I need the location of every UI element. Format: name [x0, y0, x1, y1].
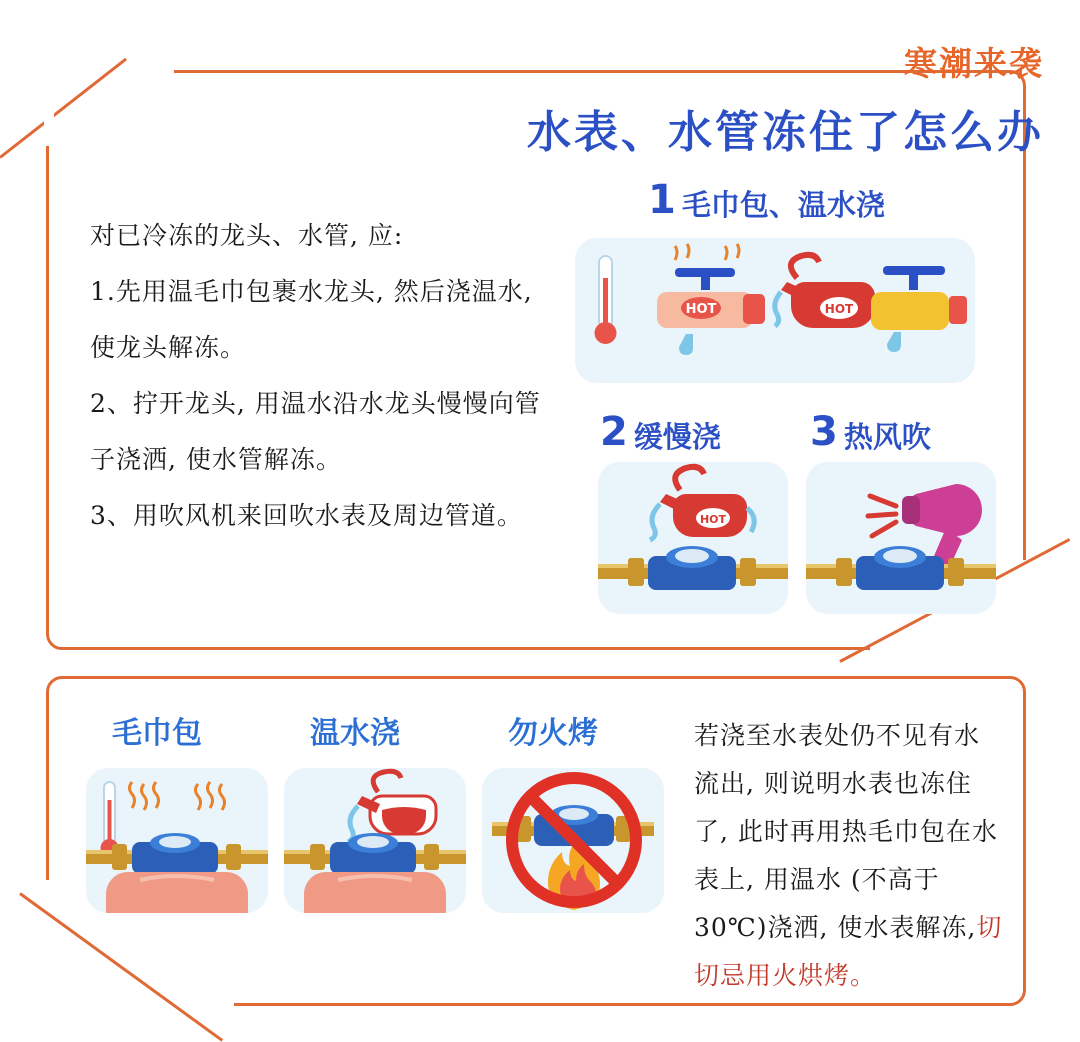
no-fire-illustration	[482, 768, 664, 913]
towel-icon	[106, 872, 248, 913]
instructions-block	[90, 208, 560, 544]
step-1-number: 1	[648, 177, 676, 223]
water-meter-icon	[284, 833, 466, 874]
kettle-icon	[348, 771, 436, 842]
bottom-note-line-5	[694, 904, 1010, 952]
bottom-note-line-1: 若浇至水表处仍不见有水	[694, 721, 981, 750]
step-2-heading	[600, 409, 721, 455]
page-title: 水表、水管冻住了怎么办	[527, 107, 1044, 158]
instruction-line-1: 1.先用温毛巾包裹水龙头, 然后浇温水,	[90, 277, 533, 306]
bottom-note-line-4: 表上, 用温水 (不高于	[694, 865, 940, 894]
step-3-heading	[810, 409, 931, 455]
frame-corner-mask-bl2	[44, 996, 234, 1016]
water-meter-icon	[598, 546, 788, 590]
bottom-note-warning: 切忌用火烘烤。	[694, 961, 877, 990]
step-3-number: 3	[810, 409, 838, 455]
instruction-line-4: 子浇洒, 使水管解冻。	[90, 445, 342, 474]
heat-wave-icon	[130, 782, 225, 810]
step-2-number: 2	[600, 409, 628, 455]
bottom-label-0: 毛巾包	[112, 716, 202, 751]
header-subtitle: 寒潮来袭	[904, 44, 1044, 83]
svg-text:HOT: HOT	[699, 513, 727, 526]
step-1-label: 毛巾包、温水浇	[681, 187, 885, 222]
faucet-yellow-icon	[871, 266, 967, 352]
bottom-note-line-5-text: 30℃)浇洒, 使水表解冻,	[694, 913, 977, 942]
warm-water-pour-illustration	[284, 768, 466, 913]
instruction-line-2: 使龙头解冻。	[90, 333, 247, 362]
bottom-note-line-2: 流出, 则说明水表也冻住	[694, 769, 972, 798]
svg-text:HOT: HOT	[685, 302, 717, 317]
towel-wrap-illustration	[86, 768, 268, 913]
frame-corner-mask-tl	[44, 58, 174, 98]
instructions-intro: 对已冷冻的龙头、水管, 应:	[90, 221, 404, 250]
frame-corner-mask-br	[870, 634, 1030, 654]
step-1-heading	[648, 177, 885, 223]
towel-icon	[304, 872, 446, 913]
bottom-note	[694, 712, 1010, 1000]
step-3-label: 热风吹	[843, 419, 931, 454]
step-2-label: 缓慢浇	[633, 419, 721, 454]
water-meter-icon	[806, 546, 996, 590]
bottom-note-line-3: 了, 此时再用热毛巾包在水	[694, 817, 998, 846]
bottom-label-1: 温水浇	[310, 716, 400, 751]
thermometer-icon	[595, 256, 617, 344]
step-3-illustration	[806, 462, 996, 614]
frame-corner-mask-bl	[44, 880, 56, 1006]
faucet-towel-icon	[657, 244, 765, 360]
instruction-line-3: 2、拧开龙头, 用温水沿水龙头慢慢向管	[90, 389, 541, 418]
frame-corner-mask-tl2	[44, 86, 54, 146]
bottom-label-2: 勿火烤	[508, 716, 598, 751]
svg-text:HOT: HOT	[824, 302, 854, 316]
instruction-line-5: 3、用吹风机来回吹水表及周边管道。	[90, 501, 523, 530]
frame-corner-mask-br2	[1010, 560, 1030, 652]
kettle-hot-icon	[650, 467, 754, 540]
step-1-illustration	[575, 238, 975, 383]
bottom-note-warning-head: 切	[976, 913, 1003, 942]
step-2-illustration	[598, 462, 788, 614]
kettle-hot-icon	[775, 255, 882, 328]
